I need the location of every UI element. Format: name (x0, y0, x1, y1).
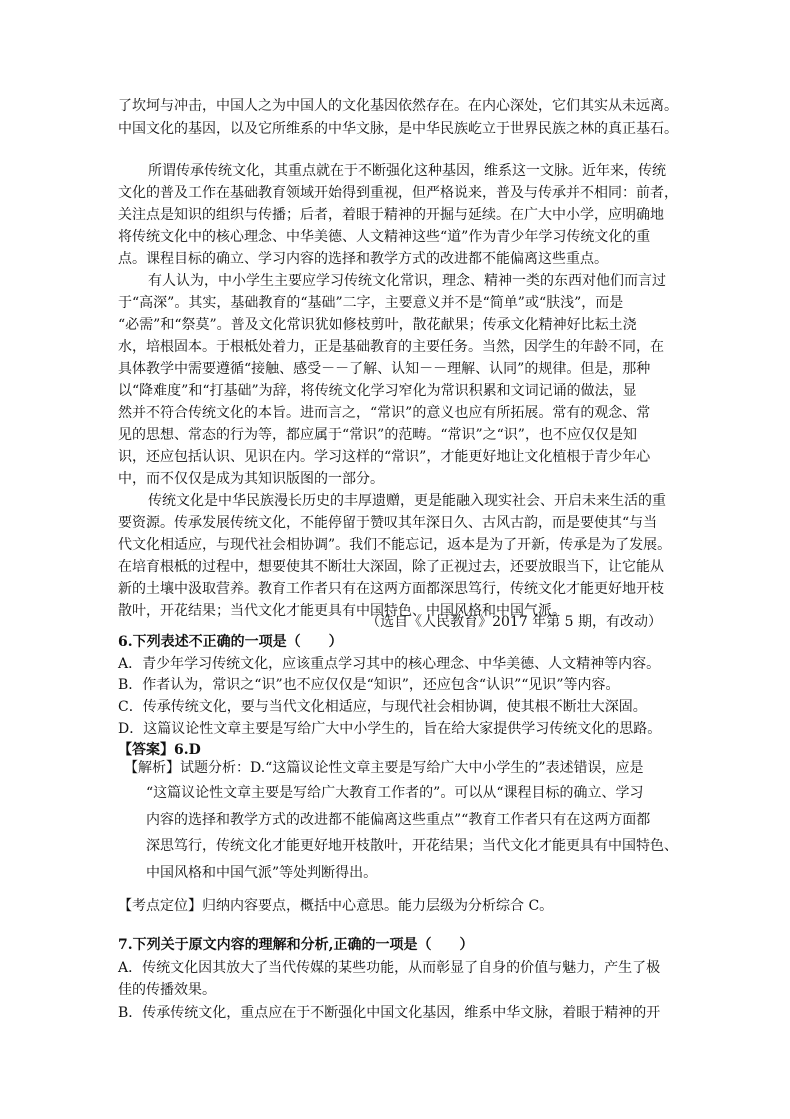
text-line: 文化的普及工作在基础教育领域开始得到重视，但严格说来，普及与传承并不相同：前者， (118, 185, 678, 201)
text-line: 有人认为，中小学生主要应学习传统文化常识，理念、精神一类的东西对他们而言过 (148, 273, 666, 289)
text-line: 散叶，开花结果；当代文化才能更具有中国特色、中国风格和中国气派。 (118, 603, 566, 619)
text-line: 了坎坷与冲击，中国人之为中国人的文化基因依然存在。在内心深处，它们其实从未远离。 (118, 98, 678, 114)
text-line: 于“高深”。其实，基础教育的“基础”二字，主要意义并不是“简单”或“肤浅”，而是 (118, 295, 624, 311)
q6-option-a: A．青少年学习传统文化，应该重点学习其中的核心理念、中华美德、人文精神等内容。 (118, 656, 661, 672)
q6-answer: 【答案】6.D (118, 742, 201, 758)
text-line: 识，还应包括认识、见识在内。学习这样的“常识”，才能更好地让文化植根于青少年心 (118, 449, 651, 465)
text-line: 以“降难度”和“打基础”为辞，将传统文化学习窄化为常识积累和文词记诵的做法，显 (118, 383, 637, 399)
text-line: 所谓传承传统文化，其重点就在于不断强化这种基因，维系这一文脉。近年来，传统 (148, 163, 666, 179)
text-line: 然并不符合传统文化的本旨。进而言之，“常识”的意义也应有所拓展。常有的观念、常 (118, 405, 651, 421)
q7-option-a: A．传统文化因其放大了当代传媒的某些功能，从而彰显了自身的价值与魅力，产生了极 (118, 960, 661, 976)
q6-analysis-line: 深思笃行，传统文化才能更好地开枝散叶，开花结果；当代文化才能更具有中国特色、 (146, 838, 678, 854)
question-7-title: 7.下列关于原文内容的理解和分析,正确的一项是（ ） (118, 937, 474, 953)
question-6-title: 6.下列表述不正确的一项是（ ） (118, 634, 343, 650)
q7-option-a-cont: 佳的传播效果。 (118, 982, 216, 998)
text-line: 点。课程目标的确立、学习内容的选择和教学方式的改进都不能偏离这些重点。 (118, 251, 608, 267)
text-line: 要资源。传承发展传统文化，不能停留于赞叹其年深日久、古风古韵，而是要使其“与当 (118, 515, 658, 531)
text-line: 见的思想、常态的行为等，都应属于“常识”的范畴。“常识”之“识”，也不应仅仅是知 (118, 427, 637, 443)
text-line: 在培育根柢的过程中，想要使其不断壮大深固，除了正视过去，还要放眼当下，让它能从 (118, 559, 664, 575)
text-line: 具体教学中需要遵循“接触、感受－－了解、认知－－理解、认同”的规律。但是，那种 (118, 361, 651, 377)
text-line: 新的土壤中汲取营养。教育工作者只有在这两方面都深思笃行，传统文化才能更好地开枝 (118, 581, 664, 597)
q6-analysis-line: “这篇议论性文章主要是写给广大教育工作者的”。可以从“课程目标的确立、学习 (146, 785, 644, 801)
q6-analysis-line: 【解析】试题分析：D.“这篇议论性文章主要是写给广大中小学生的”表述错误，应是 (124, 760, 644, 776)
text-line: 传统文化是中华民族漫长历史的丰厚遗赠，更是能融入现实社会、开启未来生活的重 (148, 493, 666, 509)
text-line: 中国文化的基因，以及它所维系的中华文脉，是中华民族屹立于世界民族之林的真正基石。 (118, 121, 678, 137)
text-line: 水，培根固本。于根柢处着力，正是基础教育的主要任务。当然，因学生的年龄不同，在 (118, 339, 664, 355)
q6-option-b: B．作者认为，常识之“识”也不应仅仅是“知识”，还应包含“认识”“见识”等内容。 (118, 677, 620, 693)
q6-option-c: C．传承传统文化，要与当代文化相适应，与现代社会相协调，使其根不断壮大深固。 (118, 699, 647, 715)
text-line: “必需”和“祭莫”。普及文化常识犹如修枝剪叶，散花献果；传承文化精神好比耘土浇 (118, 317, 637, 333)
source-citation: （选自《人民教育》2017 年第 5 期，有改动） (366, 614, 662, 630)
q6-option-d: D．这篇议论性文章主要是写给广大中小学生的，旨在给大家提供学习传统文化的思路。 (118, 721, 662, 737)
text-line: 代文化相适应，与现代社会相协调”。我们不能忘记，返本是为了开新，传承是为了发展。 (118, 537, 672, 553)
q7-option-b: B．传承传统文化，重点应在于不断强化中国文化基因，维系中华文脉，着眼于精神的开 (118, 1005, 661, 1021)
q6-analysis-line: 中国风格和中国气派”等处判断得出。 (146, 865, 378, 881)
text-line: 关注点是知识的组织与传播；后者，着眼于精神的开掘与延续。在广大中小学，应明确地 (118, 207, 664, 223)
text-line: 中，而不仅仅是成为其知识版图的一部分。 (118, 471, 384, 487)
text-line: 将传统文化中的核心理念、中华美德、人文精神这些“道”作为青少年学习传统文化的重 (118, 229, 651, 245)
q6-analysis-line: 内容的选择和教学方式的改进都不能偏离这些重点”“教育工作者只有在这两方面都 (146, 812, 651, 828)
q6-kaodian: 【考点定位】归纳内容要点，概括中心意思。能力层级为分析综合 C。 (118, 898, 554, 914)
